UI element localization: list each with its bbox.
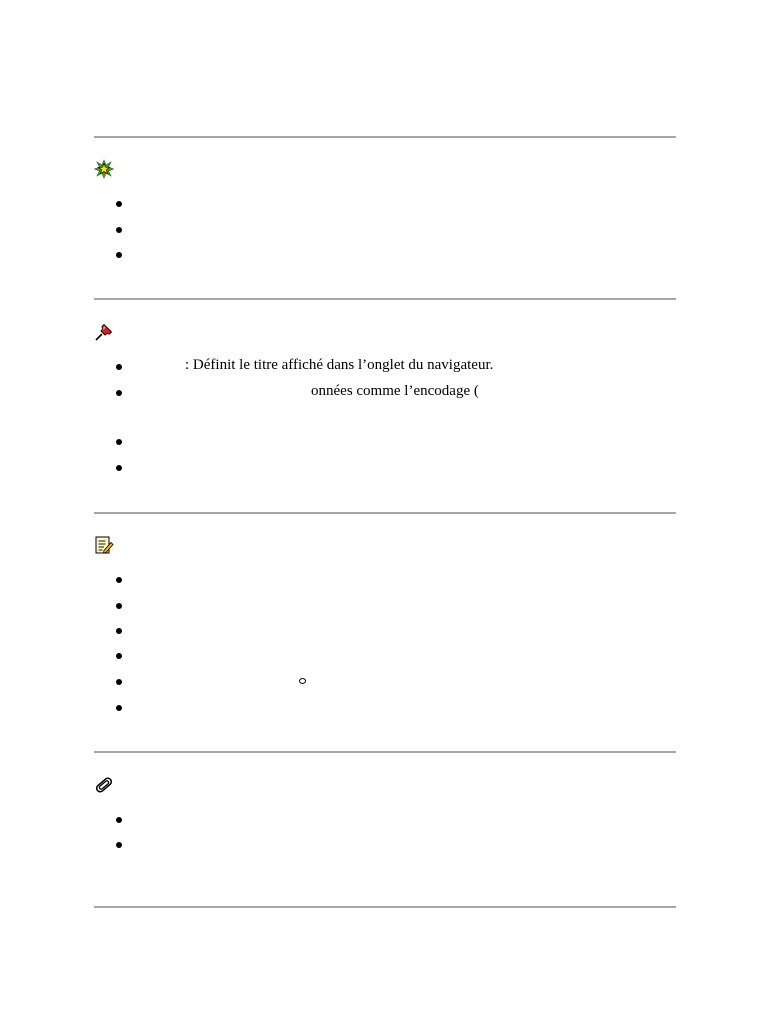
bullet-s1-1 bbox=[116, 201, 122, 207]
bullet-s2-4 bbox=[116, 465, 122, 471]
section2-item1-text: : Définit le titre affiché dans l’onglet du navigateur. bbox=[185, 357, 494, 373]
sub-bullet-circle bbox=[299, 678, 306, 684]
divider-2 bbox=[94, 298, 676, 300]
bullet-s3-1 bbox=[116, 577, 122, 583]
section2-item2-text: onnées comme l’encodage ( bbox=[311, 383, 479, 399]
bullet-s3-4 bbox=[116, 653, 122, 659]
bullet-s3-2 bbox=[116, 603, 122, 609]
divider-bottom bbox=[94, 906, 676, 908]
divider-4 bbox=[94, 751, 676, 753]
star-icon bbox=[94, 159, 114, 179]
bullet-s4-2 bbox=[116, 842, 122, 848]
bullet-s1-3 bbox=[116, 252, 122, 258]
pushpin-icon bbox=[94, 322, 114, 342]
bullet-s3-3 bbox=[116, 628, 122, 634]
bullet-s2-1 bbox=[116, 364, 122, 370]
bullet-s2-2 bbox=[116, 390, 122, 396]
bullet-s3-5 bbox=[116, 679, 122, 685]
bullet-s3-6 bbox=[116, 705, 122, 711]
bullet-s2-3 bbox=[116, 439, 122, 445]
notepad-icon bbox=[94, 535, 114, 555]
divider-top bbox=[94, 136, 676, 138]
bullet-s1-2 bbox=[116, 227, 122, 233]
paperclip-icon bbox=[94, 775, 114, 795]
bullet-s4-1 bbox=[116, 817, 122, 823]
divider-3 bbox=[94, 512, 676, 514]
